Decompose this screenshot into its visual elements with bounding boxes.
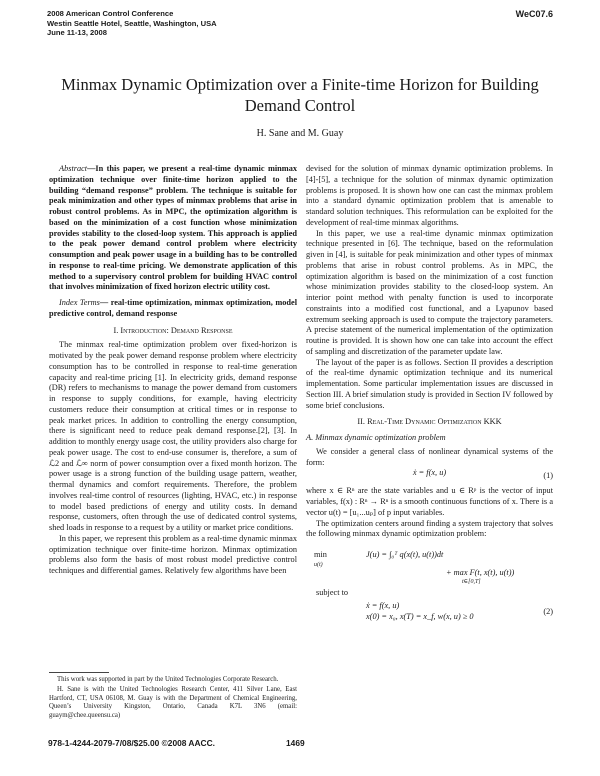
- equation-1-body: ẋ = f(x, u): [412, 468, 447, 478]
- conference-name: 2008 American Control Conference: [47, 9, 174, 18]
- equation-2-number: (2): [543, 606, 553, 616]
- abstract-label: Abstract: [59, 164, 88, 173]
- abstract-text: —In this paper, we present a real-time dynamic minmax optimization technique over finite-time horizon applied to the building “demand response” problem. The technique is suitable for peak minimization and other types of minmax problems that arise in robust control problems. As in MPC, the optimization algorithm is based on the minimization of a cost function whose minimization provides stability to the closed-loop system. This approach is applied to the peak power demand control problem where electricity consumption and peak power usage in a building has to be controlled in response to real-time pricing. We demonstrate application of this method to a supervisory control problem for building HVAC control that involves minimization of fixed horizon electric utility cost.: [49, 164, 297, 292]
- conference-header: [47, 9, 217, 38]
- constraints: [306, 599, 553, 627]
- right-paragraph-3: The layout of the paper is as follows. Section II provides a description of the real-time dynamic optimization technique and its numerical implementation. Some particular implementation issues are discussed in Section III. A brief simulation study is provided in Section IV followed by some brief conclusions.: [306, 357, 553, 410]
- footnote-funding: This work was supported in part by the United Technologies Corporate Research.: [57, 676, 279, 683]
- footnote-rule: [49, 672, 109, 673]
- cost-integral: J(u) = ∫₀ᵀ q(x(t), u(t))dt: [366, 550, 444, 559]
- paper-title: Minmax Dynamic Optimization over a Finite-time Horizon for Building Demand Control: [61, 75, 539, 115]
- conference-venue: Westin Seattle Hotel, Seattle, Washington, USA: [47, 18, 217, 28]
- section-1-heading: I. Introduction: Demand Response: [113, 325, 233, 335]
- section-1-paragraph-2: In this paper, we represent this problem as a real-time dynamic minmax optimization technique over finite-time horizon. Minmax optimization problems also form the basis of most robust model predictive control techniques and differential games. Relatively few algorithms have been: [49, 533, 297, 575]
- section-1-paragraph-1: The minmax real-time optimization problem over fixed-horizon is motivated by the peak power demand response problem where electricity consumption has to be controlled in response to real-time generation capacity and real-time pricing [1]. In electricity grids, demand response (DR) refers to mechanisms to manage the power demand from customers in response to supply conditions, for example, having electricity customers reduce their consumption at critical times or in response to peak market prices. In addition to controlling the energy consumption, there is significant need to reduce peak demand response.[2], [3]. In addition to monthly energy usage cost, the utility providers also charge for peak power usage. The cost to end-use consumer is, therefore, a sum of ℒ2 and ℒ∞ norm of power consumption over a fixed month horizon. The power usage is a strong function of the building usage pattern, weather, thermal dynamics and comfort requirements. Therefore, the problem involves real-time control of resources (lighting, HVAC, etc.) in response to model based predictions of energy and utility costs. In demand response, customers, often through the use of dedicated control systems, shed loads in response to a request by a utility or market price conditions.: [49, 340, 297, 532]
- right-paragraph-4: We consider a general class of nonlinear dynamical systems of the form:: [306, 446, 553, 467]
- isbn-line: 978-1-4244-2079-7/08/$25.00 ©2008 AACC.: [48, 738, 215, 748]
- right-paragraph-2: In this paper, we use a real-time dynamic minmax optimization technique presented in [6]. The technique, based on the reformulation given in [4], is suitable for peak minimization and other types of minmax problems that arise in robust control problems. As in MPC, the optimization algorithm is based on the minimization of a cost function whose minimization provides stability to the closed-loop system. An interior point method with penalty function is used to incorporate constraints into a modified cost functional, and a Lyapunov based extremum seeking approach is used to compute the trajectory parameters. A precise statement of the numerical implementation of the optimization routine is provided. It is shown how one can take into account the effect of sampling and discretization of the parameter update law.: [306, 228, 553, 356]
- index-terms-text: — real-time optimization, minmax optimization, model predictive control, demand response: [49, 298, 298, 318]
- index-terms: [49, 298, 297, 320]
- footnote-affiliations: H. Sane is with the United Technologies Research Center, 411 Silver Lane, East Hartford, CT, USA 06108, M. Guay is with the Department of Chemical Engineering, Queen’s University Kingston, Ontario, Canada K7L 3N6 (email: guaym@chee.queensu.ca): [49, 685, 297, 720]
- footnotes: [49, 672, 297, 722]
- equation-1-number: (1): [543, 471, 553, 481]
- right-paragraph-5: where x ∈ Rⁿ are the state variables and u ∈ Rᵖ is the vector of input variables, f(x) : Rⁿ → Rⁿ is a smooth continuous functions of x. There is a vector u(t) = [u₁...uₚ] of p input variables.: [306, 486, 553, 517]
- max-term-subscript: t∈[0,T]: [462, 579, 481, 585]
- index-terms-label: Index Terms: [59, 298, 100, 307]
- objective-function: [306, 540, 553, 588]
- section-2-heading: II. Real-Time Dynamic Optimization KKK: [357, 417, 502, 427]
- constraint-boundary: x(0) = x₀, x(T) = x_f, w(x, u) ≥ 0: [366, 611, 474, 621]
- abstract: [49, 164, 297, 293]
- constraint-dynamics: ẋ = f(x, u): [366, 600, 400, 610]
- paper-code: WeC07.6: [515, 9, 553, 19]
- paper-authors: H. Sane and M. Guay: [256, 128, 344, 139]
- conference-dates: June 11-13, 2008: [47, 28, 107, 38]
- right-paragraph-6: The optimization centers around finding a system trajectory that solves the following minmax dynamic optimization problem:: [306, 518, 553, 539]
- right-column: [306, 164, 553, 627]
- right-paragraph-1: devised for the solution of minmax dynamic optimization problems. In [4]-[5], a technique for the solution of minmax dynamic optimization problems is proposed. It is shown how one can cast the minmax problem into a standard dynamic optimization problem that is amenable to standard solution techniques. This reformulation can be exploited for the development of real-time minmax algorithms.: [306, 164, 553, 227]
- min-operator-subscript: u(t): [314, 562, 323, 568]
- subject-to-label: subject to: [316, 588, 349, 597]
- left-column: [49, 164, 297, 577]
- max-term: + max F(t, x(t), u(t)): [446, 568, 515, 577]
- equation-1: [306, 468, 553, 486]
- page-number: 1469: [286, 738, 305, 748]
- min-operator: min: [314, 550, 327, 559]
- subsection-a-heading: A. Minmax dynamic optimization problem: [306, 433, 446, 442]
